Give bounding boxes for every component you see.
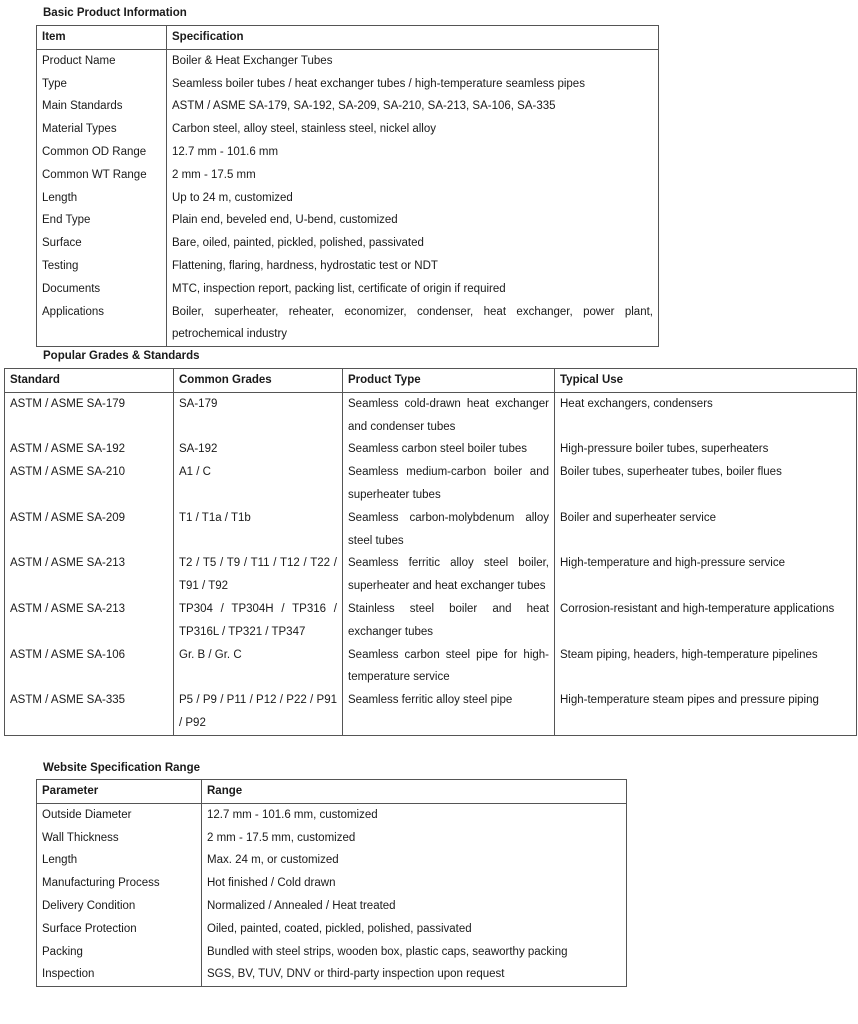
table-cell: Oiled, painted, coated, pickled, polished, passivated — [202, 918, 627, 941]
table-cell: T1 / T1a / T1b — [174, 507, 343, 553]
table-row — [37, 918, 627, 941]
table-row — [37, 872, 627, 895]
table-header-row — [37, 26, 659, 50]
table-cell: SA-192 — [174, 438, 343, 461]
grades-title: Popular Grades & Standards — [43, 350, 200, 362]
table-row — [37, 73, 659, 96]
table-cell: Packing — [37, 941, 202, 964]
table-row — [37, 232, 659, 255]
website-spec-title: Website Specification Range — [43, 762, 200, 774]
table-cell: 12.7 mm - 101.6 mm — [167, 141, 659, 164]
table-cell: Hot finished / Cold drawn — [202, 872, 627, 895]
table-row — [37, 164, 659, 187]
table-header-row — [5, 369, 857, 393]
table-cell: Delivery Condition — [37, 895, 202, 918]
website-spec-table — [36, 779, 627, 987]
table-row — [5, 689, 857, 735]
table-row — [37, 255, 659, 278]
table-cell: Bare, oiled, painted, pickled, polished, passivated — [167, 232, 659, 255]
table-row — [5, 598, 857, 644]
table-row — [37, 95, 659, 118]
table-cell: Flattening, flaring, hardness, hydrostatic test or NDT — [167, 255, 659, 278]
table-cell: 2 mm - 17.5 mm — [167, 164, 659, 187]
table-cell: SGS, BV, TUV, DNV or third-party inspection upon request — [202, 963, 627, 986]
table-row — [37, 209, 659, 232]
table-cell: Type — [37, 73, 167, 96]
table-cell: Heat exchangers, condensers — [555, 392, 857, 438]
basic-info-title: Basic Product Information — [43, 7, 187, 19]
table-cell: Seamless carbon steel pipe for high-temperature service — [343, 644, 555, 690]
table-cell: ASTM / ASME SA-335 — [5, 689, 174, 735]
column-header: Standard — [5, 369, 174, 393]
table-row — [37, 963, 627, 986]
table-cell: ASTM / ASME SA-179, SA-192, SA-209, SA-210, SA-213, SA-106, SA-335 — [167, 95, 659, 118]
table-cell: Outside Diameter — [37, 803, 202, 826]
table-cell: Boiler tubes, superheater tubes, boiler flues — [555, 461, 857, 507]
table-row — [37, 278, 659, 301]
table-cell: Material Types — [37, 118, 167, 141]
table-row — [5, 644, 857, 690]
table-cell: ASTM / ASME SA-192 — [5, 438, 174, 461]
table-row — [37, 827, 627, 850]
table-cell: ASTM / ASME SA-213 — [5, 598, 174, 644]
table-cell: ASTM / ASME SA-210 — [5, 461, 174, 507]
table-cell: Boiler and superheater service — [555, 507, 857, 553]
table-cell: TP304 / TP304H / TP316 / TP316L / TP321 / TP347 — [174, 598, 343, 644]
table-row — [37, 803, 627, 826]
table-cell: Common OD Range — [37, 141, 167, 164]
table-row — [5, 438, 857, 461]
table-cell: Seamless boiler tubes / heat exchanger tubes / high-temperature seamless pipes — [167, 73, 659, 96]
table-cell: Testing — [37, 255, 167, 278]
table-cell: High-pressure boiler tubes, superheaters — [555, 438, 857, 461]
table-cell: ASTM / ASME SA-209 — [5, 507, 174, 553]
table-cell: Plain end, beveled end, U-bend, customized — [167, 209, 659, 232]
table-cell: Gr. B / Gr. C — [174, 644, 343, 690]
table-cell: Steam piping, headers, high-temperature pipelines — [555, 644, 857, 690]
table-cell: Common WT Range — [37, 164, 167, 187]
table-cell: MTC, inspection report, packing list, certificate of origin if required — [167, 278, 659, 301]
column-header: Parameter — [37, 780, 202, 804]
table-row — [5, 507, 857, 553]
table-cell: Length — [37, 849, 202, 872]
table-cell: Boiler & Heat Exchanger Tubes — [167, 49, 659, 72]
table-cell: Length — [37, 187, 167, 210]
table-cell: Surface — [37, 232, 167, 255]
table-cell: Wall Thickness — [37, 827, 202, 850]
table-cell: ASTM / ASME SA-106 — [5, 644, 174, 690]
table-cell: Carbon steel, alloy steel, stainless steel, nickel alloy — [167, 118, 659, 141]
table-row — [5, 552, 857, 598]
basic-info-table — [36, 25, 659, 347]
table-cell: ASTM / ASME SA-213 — [5, 552, 174, 598]
table-cell: SA-179 — [174, 392, 343, 438]
table-cell: Main Standards — [37, 95, 167, 118]
table-cell: Product Name — [37, 49, 167, 72]
table-cell: Seamless carbon-molybdenum alloy steel tubes — [343, 507, 555, 553]
table-row — [5, 392, 857, 438]
column-header: Specification — [167, 26, 659, 50]
table-cell: Documents — [37, 278, 167, 301]
table-cell: High-temperature steam pipes and pressure piping — [555, 689, 857, 735]
table-cell: Applications — [37, 301, 167, 347]
column-header: Common Grades — [174, 369, 343, 393]
table-row — [37, 895, 627, 918]
table-row — [37, 187, 659, 210]
table-cell: Seamless ferritic alloy steel pipe — [343, 689, 555, 735]
table-cell: Surface Protection — [37, 918, 202, 941]
table-cell: End Type — [37, 209, 167, 232]
table-cell: 2 mm - 17.5 mm, customized — [202, 827, 627, 850]
table-cell: A1 / C — [174, 461, 343, 507]
table-row — [37, 49, 659, 72]
table-cell: Seamless medium-carbon boiler and superheater tubes — [343, 461, 555, 507]
table-cell: Normalized / Annealed / Heat treated — [202, 895, 627, 918]
column-header: Item — [37, 26, 167, 50]
table-cell: Seamless carbon steel boiler tubes — [343, 438, 555, 461]
table-row — [37, 141, 659, 164]
table-row — [5, 461, 857, 507]
table-row — [37, 849, 627, 872]
table-header-row — [37, 780, 627, 804]
table-cell: Manufacturing Process — [37, 872, 202, 895]
table-cell: P5 / P9 / P11 / P12 / P22 / P91 / P92 — [174, 689, 343, 735]
table-cell: ASTM / ASME SA-179 — [5, 392, 174, 438]
column-header: Product Type — [343, 369, 555, 393]
grades-table — [4, 368, 857, 736]
table-cell: Bundled with steel strips, wooden box, plastic caps, seaworthy packing — [202, 941, 627, 964]
table-cell: Seamless ferritic alloy steel boiler, superheater and heat exchanger tubes — [343, 552, 555, 598]
table-cell: 12.7 mm - 101.6 mm, customized — [202, 803, 627, 826]
table-cell: Seamless cold-drawn heat exchanger and condenser tubes — [343, 392, 555, 438]
table-cell: Boiler, superheater, reheater, economizer, condenser, heat exchanger, power plant, petrochemical industry — [167, 301, 659, 347]
table-row — [37, 301, 659, 347]
table-cell: Corrosion-resistant and high-temperature applications — [555, 598, 857, 644]
table-cell: Up to 24 m, customized — [167, 187, 659, 210]
table-cell: High-temperature and high-pressure service — [555, 552, 857, 598]
table-cell: T2 / T5 / T9 / T11 / T12 / T22 / T91 / T92 — [174, 552, 343, 598]
column-header: Range — [202, 780, 627, 804]
table-cell: Inspection — [37, 963, 202, 986]
column-header: Typical Use — [555, 369, 857, 393]
table-row — [37, 941, 627, 964]
table-cell: Stainless steel boiler and heat exchanger tubes — [343, 598, 555, 644]
table-row — [37, 118, 659, 141]
table-cell: Max. 24 m, or customized — [202, 849, 627, 872]
